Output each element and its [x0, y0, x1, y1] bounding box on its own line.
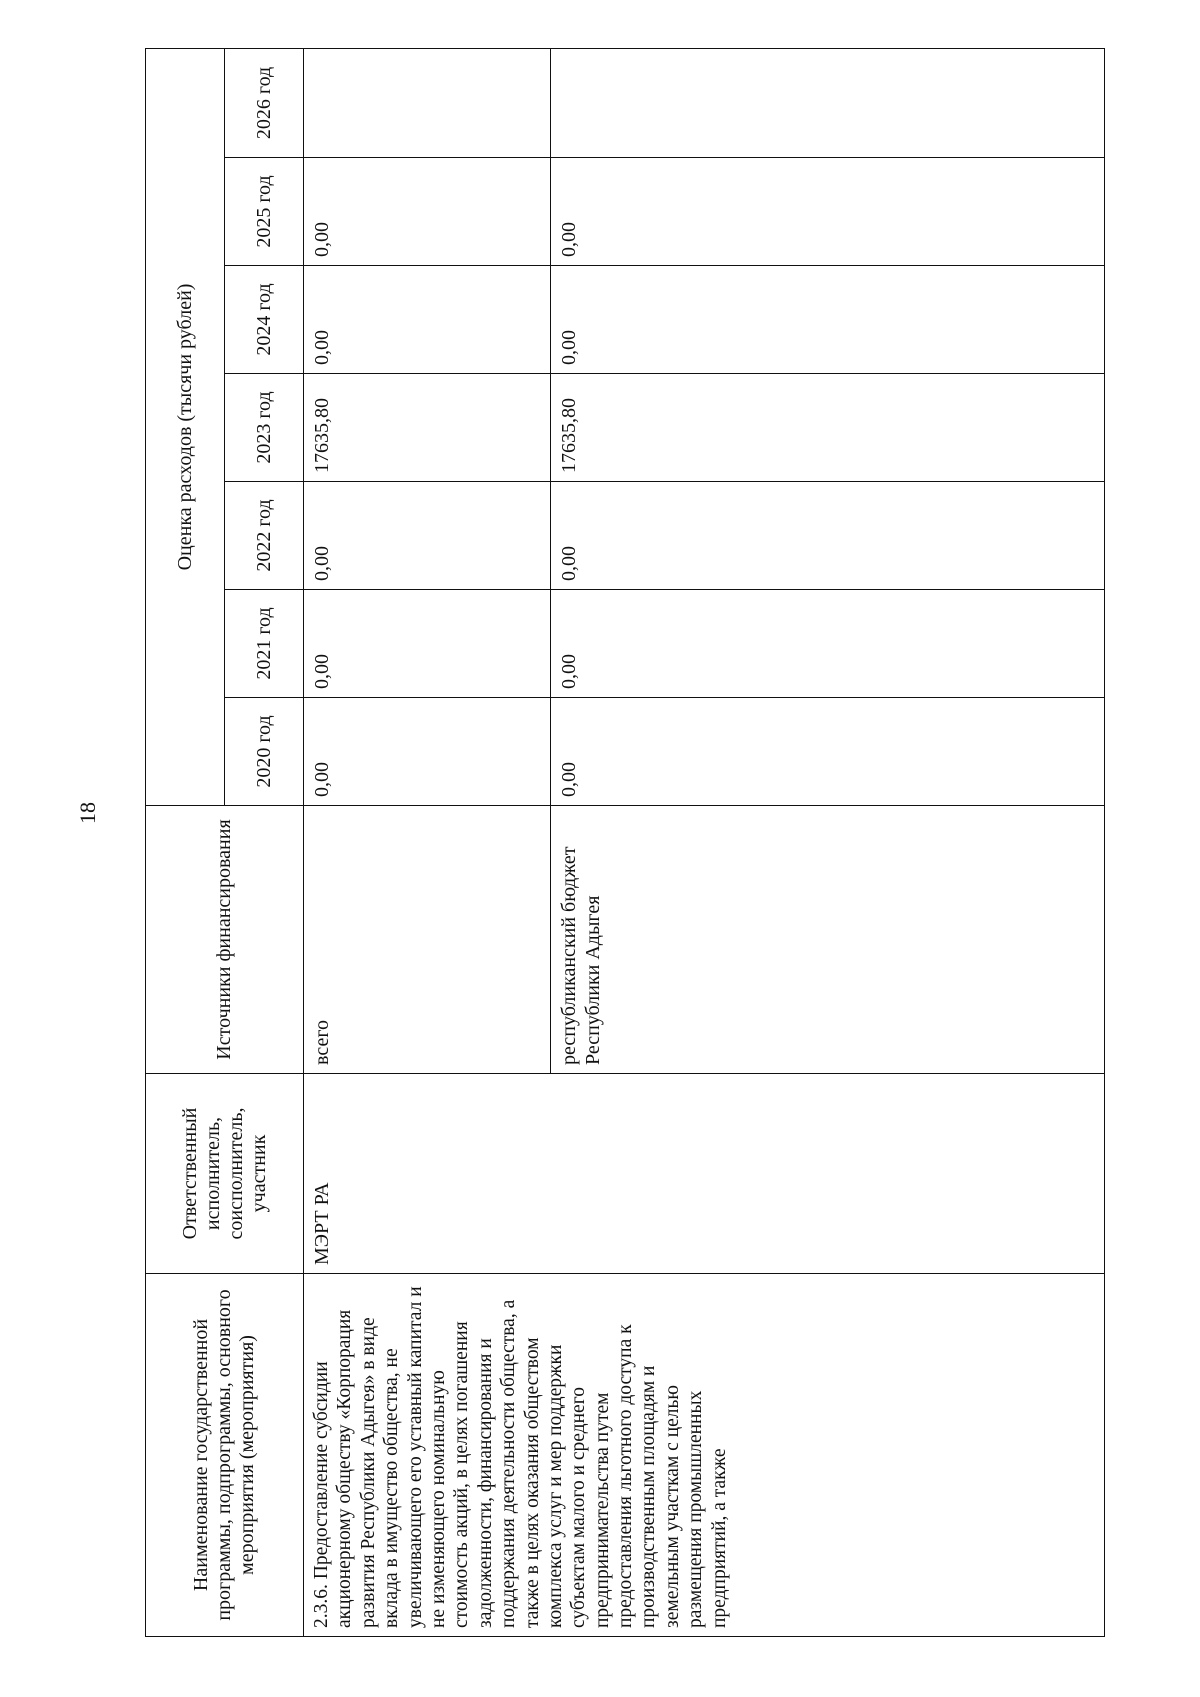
page-number: 18	[75, 802, 100, 824]
value-2022-cell: 0,00	[304, 482, 551, 590]
measure-name-cell: 2.3.6. Предоставление субсидии акционерному обществу «Корпорация развития Республики Адыгея» в виде вклада в имущество общества, не увеличивающего его уставный капитал и не изменяющего номинальную стоимость акций, в целях погашения задолженности, финансирования и поддержания деятельности общества, а также в целях оказания обществом комплекса услуг и мер поддержки субъектам малого и среднего предпринимательства путем предоставления льготного доступа к производственным площадям и земельным участкам с целью размещения промышленных предприятий, а также	[304, 1274, 1105, 1637]
value-2025-cell: 0,00	[304, 158, 551, 266]
source-cell: республиканский бюджет Республики Адыгея	[551, 806, 1105, 1074]
value-2023-cell: 17635,80	[551, 374, 1105, 482]
header-year-2020: 2020 год	[225, 698, 304, 806]
header-cost-estimate: Оценка расходов (тысячи рублей)	[146, 48, 225, 805]
value-2024-cell: 0,00	[304, 266, 551, 374]
header-year-2026: 2026 год	[225, 48, 304, 157]
value-2020-cell: 0,00	[551, 698, 1105, 806]
budget-table	[145, 48, 1105, 1637]
header-year-2023: 2023 год	[225, 374, 304, 482]
value-2025-cell: 0,00	[551, 158, 1105, 266]
value-2024-cell: 0,00	[551, 266, 1105, 374]
header-year-2024: 2024 год	[225, 266, 304, 374]
table-row	[304, 48, 551, 1636]
header-year-2025: 2025 год	[225, 158, 304, 266]
source-cell: всего	[304, 806, 551, 1074]
value-2022-cell: 0,00	[551, 482, 1105, 590]
value-2026-cell	[551, 48, 1105, 157]
header-program-name: Наименование государственной программы, подпрограммы, основного мероприятия (мероприятия)	[146, 1274, 304, 1637]
executor-cell: МЭРТ РА	[304, 1074, 1105, 1274]
header-year-2022: 2022 год	[225, 482, 304, 590]
value-2021-cell: 0,00	[304, 590, 551, 698]
value-2021-cell: 0,00	[551, 590, 1105, 698]
value-2023-cell: 17635,80	[304, 374, 551, 482]
header-funding-sources: Источники финансирования	[146, 806, 304, 1074]
header-executor: Ответственный исполнитель, соисполнитель, участник	[146, 1074, 304, 1274]
value-2020-cell: 0,00	[304, 698, 551, 806]
header-year-2021: 2021 год	[225, 590, 304, 698]
value-2026-cell	[304, 48, 551, 157]
budget-table-container	[145, 49, 1105, 1637]
